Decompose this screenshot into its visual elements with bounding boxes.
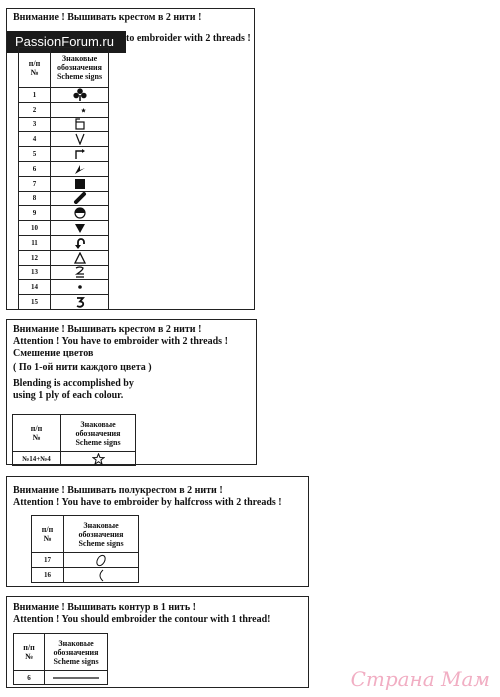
header-line: Внимание ! Вышивать полукрестом в 2 нити ! xyxy=(13,485,223,496)
legend-box-cross-stitch xyxy=(6,8,255,310)
filled-triangle-down-icon xyxy=(74,222,86,234)
column-header-signs: Знаковые обозначения Scheme signs xyxy=(61,415,136,452)
table-row xyxy=(19,191,109,206)
row-number: 1 xyxy=(19,88,51,103)
header-line: Внимание ! Вышивать контур в 1 нить ! xyxy=(13,602,196,613)
watermark-banner: PassionForum.ru xyxy=(7,31,126,53)
hook-arrow-icon xyxy=(74,237,86,249)
digit-three-icon xyxy=(74,296,86,308)
row-number: 10 xyxy=(19,221,51,236)
table-row xyxy=(19,265,109,280)
row-number: 5 xyxy=(19,147,51,162)
header-line: Внимание ! Вышивать крестом в 2 нити ! xyxy=(13,324,202,335)
row-number: 3 xyxy=(19,117,51,132)
row-number: 12 xyxy=(19,250,51,265)
table-row xyxy=(19,102,109,117)
triangle-outline-icon xyxy=(74,252,86,264)
row-number: 2 xyxy=(19,102,51,117)
section-4-header xyxy=(13,602,271,626)
crescent-star-icon xyxy=(73,104,87,116)
legend-box-contour xyxy=(6,596,309,688)
row-number: 11 xyxy=(19,235,51,250)
v-letter-icon xyxy=(74,133,86,145)
table-row xyxy=(19,295,109,310)
table-row xyxy=(19,206,109,221)
table-row xyxy=(19,147,109,162)
symbol-legend-table xyxy=(12,414,136,466)
row-number: 6 xyxy=(19,161,51,176)
table-row xyxy=(19,280,109,295)
table-row xyxy=(19,235,109,250)
square-hook-icon xyxy=(74,118,86,130)
table-row xyxy=(19,88,109,103)
section-3-header xyxy=(13,485,282,509)
row-number: 16 xyxy=(32,568,64,583)
row-number: 17 xyxy=(32,553,64,568)
table-row xyxy=(19,132,109,147)
dot-icon xyxy=(74,281,86,293)
corner-arrow-icon xyxy=(74,148,86,160)
swoosh-arrow-icon xyxy=(74,163,86,175)
legend-box-halfcross xyxy=(6,476,309,587)
column-header-number: п/п № xyxy=(19,48,51,88)
table-row xyxy=(32,568,139,583)
symbol-legend-table xyxy=(31,515,139,583)
diagonal-bar-icon xyxy=(73,192,87,204)
column-header-number: п/п № xyxy=(32,516,64,553)
legend-box-blending xyxy=(6,319,257,465)
symbol-legend-table xyxy=(18,47,109,310)
section-2-header xyxy=(13,324,228,402)
club-flower-icon xyxy=(73,88,87,101)
column-header-number: п/п № xyxy=(13,415,61,452)
header-line: Attention ! You have to embroider by halfcross with 2 threads ! xyxy=(13,497,282,508)
table-header-row xyxy=(32,516,139,553)
table-row xyxy=(14,671,108,685)
column-header-signs: Знаковые обозначения Scheme signs xyxy=(64,516,139,553)
column-header-signs: Знаковые обозначения Scheme signs xyxy=(51,48,109,88)
row-number: 8 xyxy=(19,191,51,206)
row-number: 7 xyxy=(19,176,51,191)
oval-stroke-icon xyxy=(93,554,109,567)
column-header-number: п/п № xyxy=(14,634,45,671)
table-row xyxy=(19,176,109,191)
column-header-signs: Знаковые обозначения Scheme signs xyxy=(45,634,108,671)
header-line: Внимание ! Вышивать крестом в 2 нити ! xyxy=(13,12,202,23)
star-outline-icon xyxy=(92,453,105,465)
row-number: 6 xyxy=(14,671,45,685)
z-underline-icon xyxy=(74,266,86,279)
header-line: to embroider with 2 threads ! xyxy=(126,33,251,44)
table-row xyxy=(19,161,109,176)
contour-line-icon xyxy=(51,674,101,682)
row-number: 13 xyxy=(19,265,51,280)
table-row xyxy=(13,452,136,466)
table-row xyxy=(19,117,109,132)
note-line: using 1 ply of each colour. xyxy=(13,390,124,401)
row-number: 9 xyxy=(19,206,51,221)
table-header-row xyxy=(14,634,108,671)
header-line: Смешение цветов xyxy=(13,348,94,359)
row-number: №14+№4 xyxy=(13,452,61,466)
note-line: Blending is accomplished by xyxy=(13,378,134,389)
table-row xyxy=(19,250,109,265)
table-row xyxy=(19,221,109,236)
site-logo: Страна Мам xyxy=(350,667,490,691)
left-arc-icon xyxy=(95,569,107,582)
section-1-header xyxy=(13,12,201,24)
row-number: 4 xyxy=(19,132,51,147)
row-number: 15 xyxy=(19,295,51,310)
header-line: Attention ! You should embroider the contour with 1 thread! xyxy=(13,614,271,625)
table-header-row xyxy=(19,48,109,88)
symbol-legend-table xyxy=(13,633,108,685)
half-filled-circle-icon xyxy=(74,207,86,219)
table-header-row xyxy=(13,415,136,452)
header-line: Attention ! You have to embroider with 2 threads ! xyxy=(13,336,228,347)
row-number: 14 xyxy=(19,280,51,295)
header-line: ( По 1-ой нити каждого цвета ) xyxy=(13,362,152,373)
table-row xyxy=(32,553,139,568)
filled-square-icon xyxy=(74,178,86,190)
